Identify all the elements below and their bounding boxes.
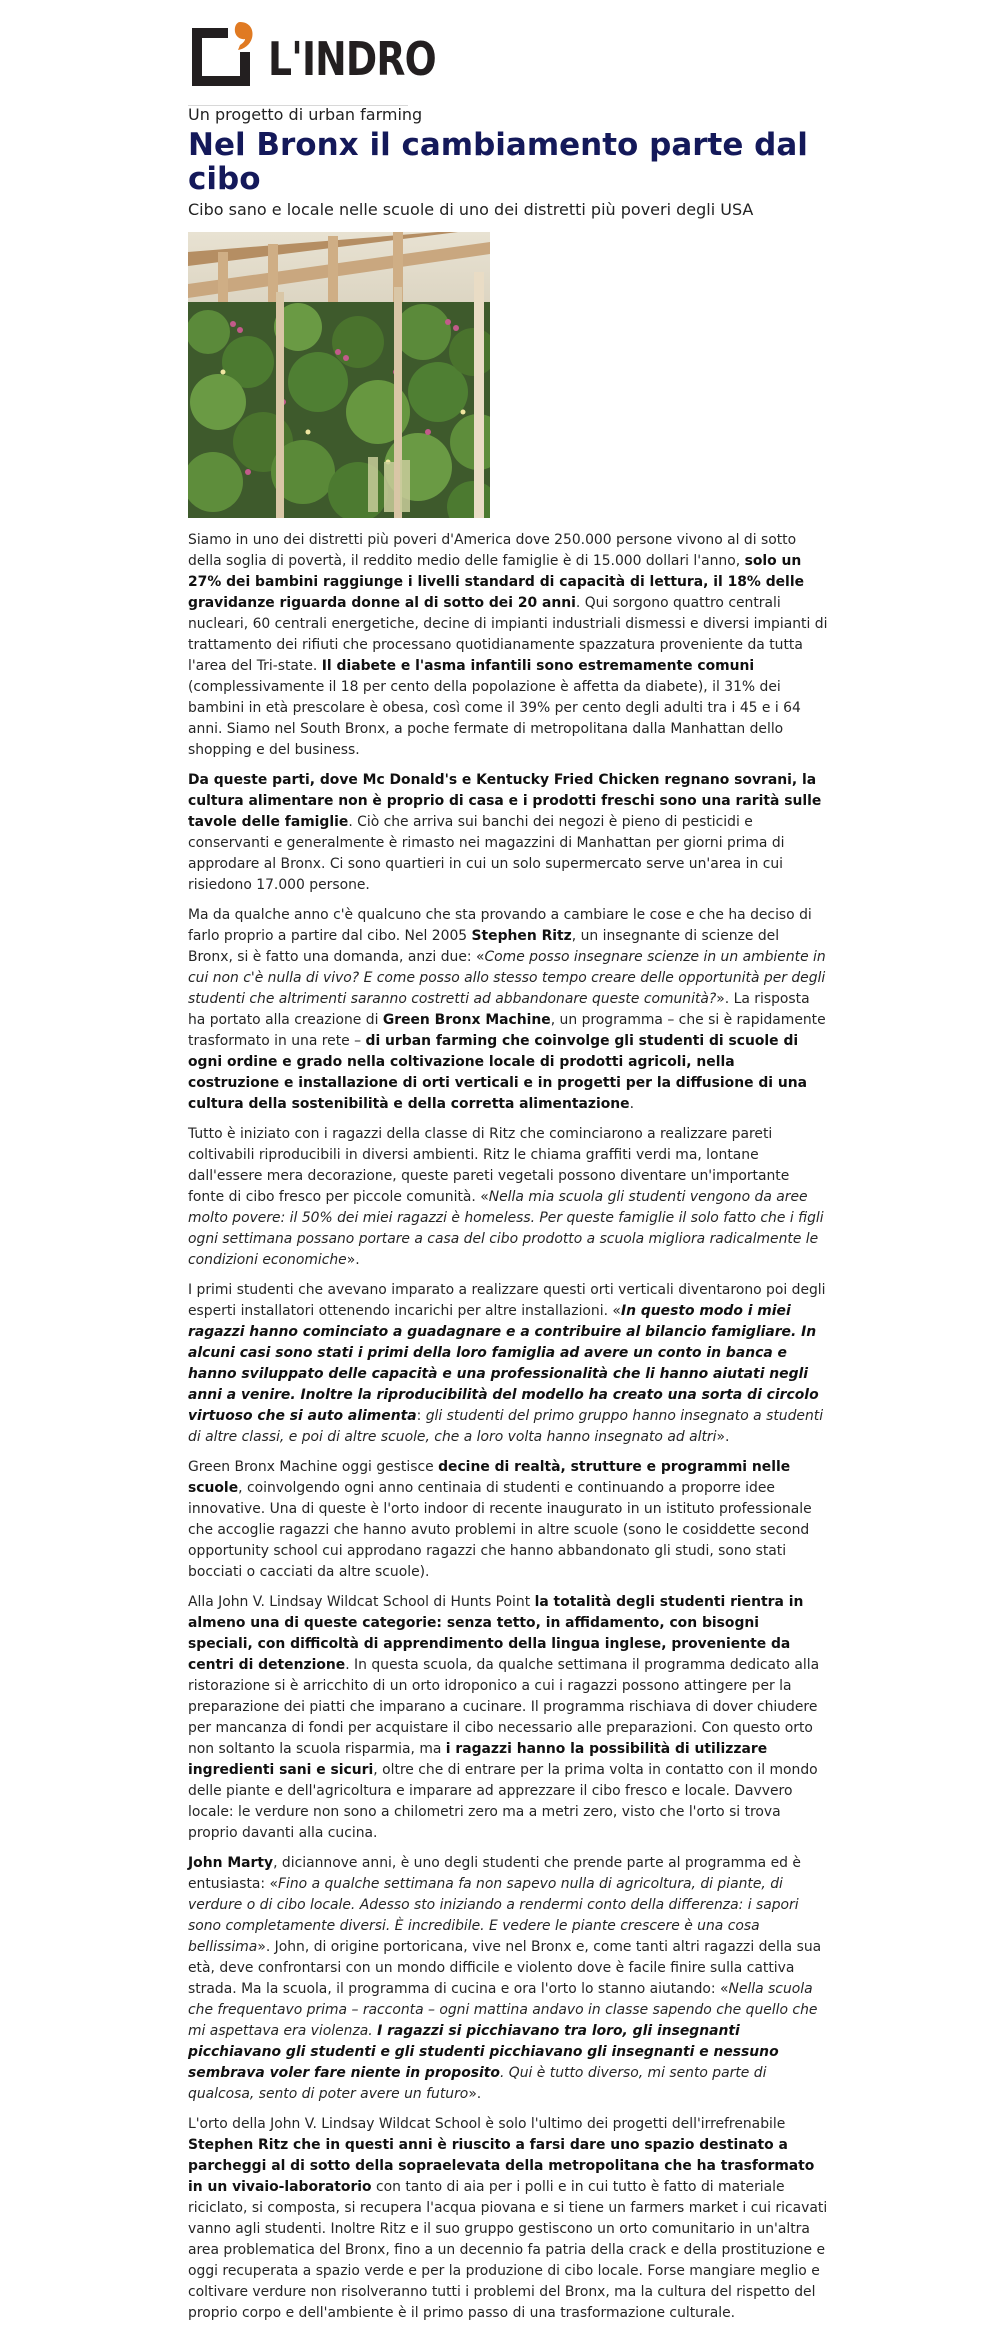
text-run: Alla John V. Lindsay Wildcat School di Hunts Point — [188, 1594, 535, 1610]
italic-text: Nella mia scuola gli studenti vengono da aree molto povere: il 50% dei miei ragazzi è homeless. Per queste famiglie il solo fatto che i figli ogni settimana possano portare a casa del cibo prodotto a scuola migliora radicalmente le condizioni economiche — [188, 1189, 824, 1268]
text-run: ». La risposta ha portato alla creazione di — [188, 991, 810, 1028]
text-run: L'orto della John V. Lindsay Wildcat School è solo l'ultimo dei progetti dell'irrefrenabile — [188, 2116, 786, 2132]
logo-wordmark: L'INDRO — [268, 32, 436, 86]
text-run: : — [416, 1408, 426, 1424]
text-run: . Ciò che arriva sui banchi dei negozi è pieno di pesticidi e conservanti e generalmente è rimasto nei magazzini di Manhattan per giorni prima di approdare al Bronx. Ci sono quartieri in cui un solo supermercato serve un'area in cui risiedono 17.000 persone. — [188, 814, 785, 893]
text-run: ». — [468, 2086, 482, 2102]
italic-text: Nella scuola che frequentavo prima – racconta – ogni mattina andavo in classe sapendo che quello che mi aspettava era violenza. — [188, 1981, 818, 2039]
text-run: , diciannove anni, è uno degli studenti che prende parte al programma ed è entusiasta: « — [188, 1855, 801, 1892]
article-paragraph — [188, 1457, 828, 1583]
text-run: . — [629, 1096, 634, 1112]
italic-text: gli studenti del primo gruppo hanno insegnato a studenti di altre classi, e poi di altre scuole, che a loro volta hanno insegnato ad altri — [188, 1408, 824, 1445]
article-kicker: Un progetto di urban farming — [188, 105, 423, 124]
text-run: ». — [346, 1252, 360, 1268]
article-paragraph — [188, 2114, 828, 2324]
text-run: Tutto è iniziato con i ragazzi della classe di Ritz che cominciarono a realizzare pareti coltivabili riproducibili in diversi ambienti. Ritz le chiama graffiti verdi ma, lontane dall'essere mera decorazione, queste pareti vegetali possono diventare un'importante fonte di cibo fresco per piccole comunità. « — [188, 1126, 790, 1205]
bold-text: In questo modo i miei ragazzi hanno cominciato a guadagnare e a contribuire al bilancio famigliare. In alcuni casi sono stati i primi della loro famiglia ad avere un conto in banca e hanno sviluppato delle capacità e una professionalità che li hanno aiutati negli anni a venire. Inoltre la riproducibilità del modello ha creato una sorta di circolo virtuoso che si auto alimenta — [188, 1303, 819, 1424]
bold-text: la totalità degli studenti rientra in almeno una di queste categorie: senza tetto, in affidamento, con bisogni speciali, con difficoltà di apprendimento della lingua inglese, proveniente da centri di detenzione — [188, 1594, 804, 1673]
text-run: Siamo in uno dei distretti più poveri d'America dove 250.000 persone vivono al di sotto della soglia di povertà, il reddito medio delle famiglie è di 15.000 dollari l'anno, — [188, 532, 797, 569]
text-run: . In questa scuola, da qualche settimana il programma dedicato alla ristorazione si è arricchito di un orto idroponico a cui i ragazzi possono attingere per la preparazione dei piatti che imparano a cucinare. Il programma rischiava di dover chiudere per mancanza di fondi per acquistare il cibo necessario alle preparazioni. Con questo orto non soltanto la scuola risparmia, ma — [188, 1657, 820, 1757]
text-run: , coinvolgendo ogni anno centinaia di studenti e continuando a proporre idee innovative. Una di queste è l'orto indoor di recente inaugurato in un istituto professionale che accoglie ragazzi che hanno avuto problemi in altre scuole (sono le cosiddette second opportunity school cui approdano ragazzi che hanno abbandonato gli studi, sono stati bocciati o cacciati da altre scuole). — [188, 1480, 812, 1580]
article-paragraph — [188, 1592, 828, 1844]
bold-text: Da queste parti, dove Mc Donald's e Kentucky Fried Chicken regnano sovrani, la cultura alimentare non è proprio di casa e i prodotti freschi sono una rarità sulle tavole delle famiglie — [188, 772, 822, 830]
text-run: Ma da qualche anno c'è qualcuno che sta provando a cambiare le cose e che ha deciso di farlo proprio a partire dal cibo. Nel 2005 — [188, 907, 812, 944]
site-logo[interactable] — [188, 12, 436, 94]
article-photo — [188, 232, 490, 518]
bold-text: Stephen Ritz che in questi anni è riuscito a farsi dare uno spazio destinato a parcheggi al di sotto della sopraelevata della metropolitana che ha trasformato in un vivaio-laboratorio — [188, 2137, 815, 2195]
article-subtitle: Cibo sano e locale nelle scuole di uno dei distretti più poveri degli USA — [188, 200, 754, 219]
bold-text: Stephen Ritz — [471, 928, 572, 944]
vertical-garden-image — [188, 232, 490, 518]
bold-text: John Marty — [188, 1855, 274, 1871]
bold-text: solo un 27% dei bambini raggiunge i livelli standard di capacità di lettura, il 18% delle gravidanze riguarda donne al di sotto dei 20 anni — [188, 553, 804, 611]
bold-text: Green Bronx Machine — [382, 1012, 551, 1028]
bold-text: decine di realtà, strutture e programmi nelle scuole — [188, 1459, 791, 1496]
article-paragraph — [188, 1124, 828, 1271]
article-paragraph — [188, 530, 828, 761]
bold-text: di urban farming che coinvolge gli studenti di scuole di ogni ordine e grado nella coltivazione locale di prodotti agricoli, nella costruzione e installazione di orti verticali e in progetti per la diffusione di una cultura della sostenibilità e della corretta alimentazione — [188, 1033, 808, 1112]
text-run: , oltre che di entrare per la prima volta in contatto con il mondo delle piante e dell'agricoltura e imparare ad apprezzare il cibo fresco e locale. Davvero locale: le verdure non sono a chilometri zero ma a metri zero, visto che l'orto si trova proprio davanti alla cucina. — [188, 1762, 818, 1841]
text-run: , un programma – che si è rapidamente trasformato in una rete – — [188, 1012, 826, 1049]
italic-text: Come posso insegnare scienze in un ambiente in cui non c'è nulla di vivo? E come posso allo stesso tempo creare delle opportunità per degli studenti che altrimenti saranno costretti ad abbandonare queste comunità? — [188, 949, 826, 1007]
bold-text: Il diabete e l'asma infantili sono estremamente comuni — [321, 658, 755, 674]
text-run: (complessivamente il 18 per cento della popolazione è affetta da diabete), il 31% dei bambini in età prescolare è obesa, così come il 39% per cento degli adulti tra i 45 e i 64 anni. Siamo nel South Bronx, a poche fermate di metropolitana dalla Manhattan dello shopping e del business. — [188, 679, 801, 758]
article-paragraph — [188, 1280, 828, 1448]
bold-text: i ragazzi hanno la possibilità di utilizzare ingredienti sani e sicuri — [188, 1741, 768, 1778]
text-run: ». — [716, 1429, 730, 1445]
italic-text: . Qui è tutto diverso, mi sento parte di qualcosa, sento di poter avere un futuro — [188, 2065, 767, 2102]
text-run: ». John, di origine portoricana, vive nel Bronx e, come tanti altri ragazzi della sua età, deve confrontarsi con un mondo difficile e violento dove è facile finire sulla cattiva strada. Ma la scuola, il programma di cucina e ora l'orto lo stanno aiutando: « — [188, 1939, 822, 1997]
text-run: I primi studenti che avevano imparato a realizzare questi orti verticali diventarono poi degli esperti installatori ottenendo incarichi per altre installazioni. « — [188, 1282, 826, 1319]
article-paragraph — [188, 770, 828, 896]
article-paragraph — [188, 1853, 828, 2105]
text-run: , un insegnante di scienze del Bronx, si è fatto una domanda, anzi due: « — [188, 928, 780, 965]
logo-mark-icon — [188, 18, 258, 88]
bold-text: I ragazzi si picchiavano tra loro, gli insegnanti picchiavano gli studenti e gli studenti picchiavano gli insegnanti e nessuno sembrava voler fare niente in proposito — [188, 2023, 779, 2081]
article-headline: Nel Bronx il cambiamento parte dal cibo — [188, 127, 808, 197]
text-run: con tanto di aia per i polli e in cui tutto è fatto di materiale riciclato, si composta, si recupera l'acqua piovana e si tiene un farmers market i cui ricavati vanno agli studenti. Inoltre Ritz e il suo gruppo gestiscono un orto comunitario in un'altra area problematica del Bronx, fino a un decennio fa patria della crack e della prostituzione e oggi recuperata a spazio verde e per la produzione di cibo locale. Forse mangiare meglio e coltivare verdure non risolveranno tutti i problemi del Bronx, ma la cultura del rispetto del proprio corpo e dell'ambiente è il primo passo di una trasformazione culturale. — [188, 2179, 828, 2321]
text-run: Green Bronx Machine oggi gestisce — [188, 1459, 439, 1475]
text-run: . Qui sorgono quattro centrali nucleari, 60 centrali energetiche, decine di impianti industriali dismessi e diversi impianti di trattamento dei rifiuti che processano quotidianamente spazzatura proveniente da tutta l'area del Tri-state. — [188, 595, 828, 674]
article-header — [188, 104, 828, 222]
article-paragraph — [188, 905, 828, 1115]
italic-text: Fino a qualche settimana fa non sapevo nulla di agricoltura, di piante, di verdure o di cibo locale. Adesso sto iniziando a rendermi conto della differenza: i sapori sono completamente diversi. È incredibile. E vedere le piante crescere è una cosa bellissima — [188, 1876, 799, 1955]
article-body — [188, 530, 828, 2333]
